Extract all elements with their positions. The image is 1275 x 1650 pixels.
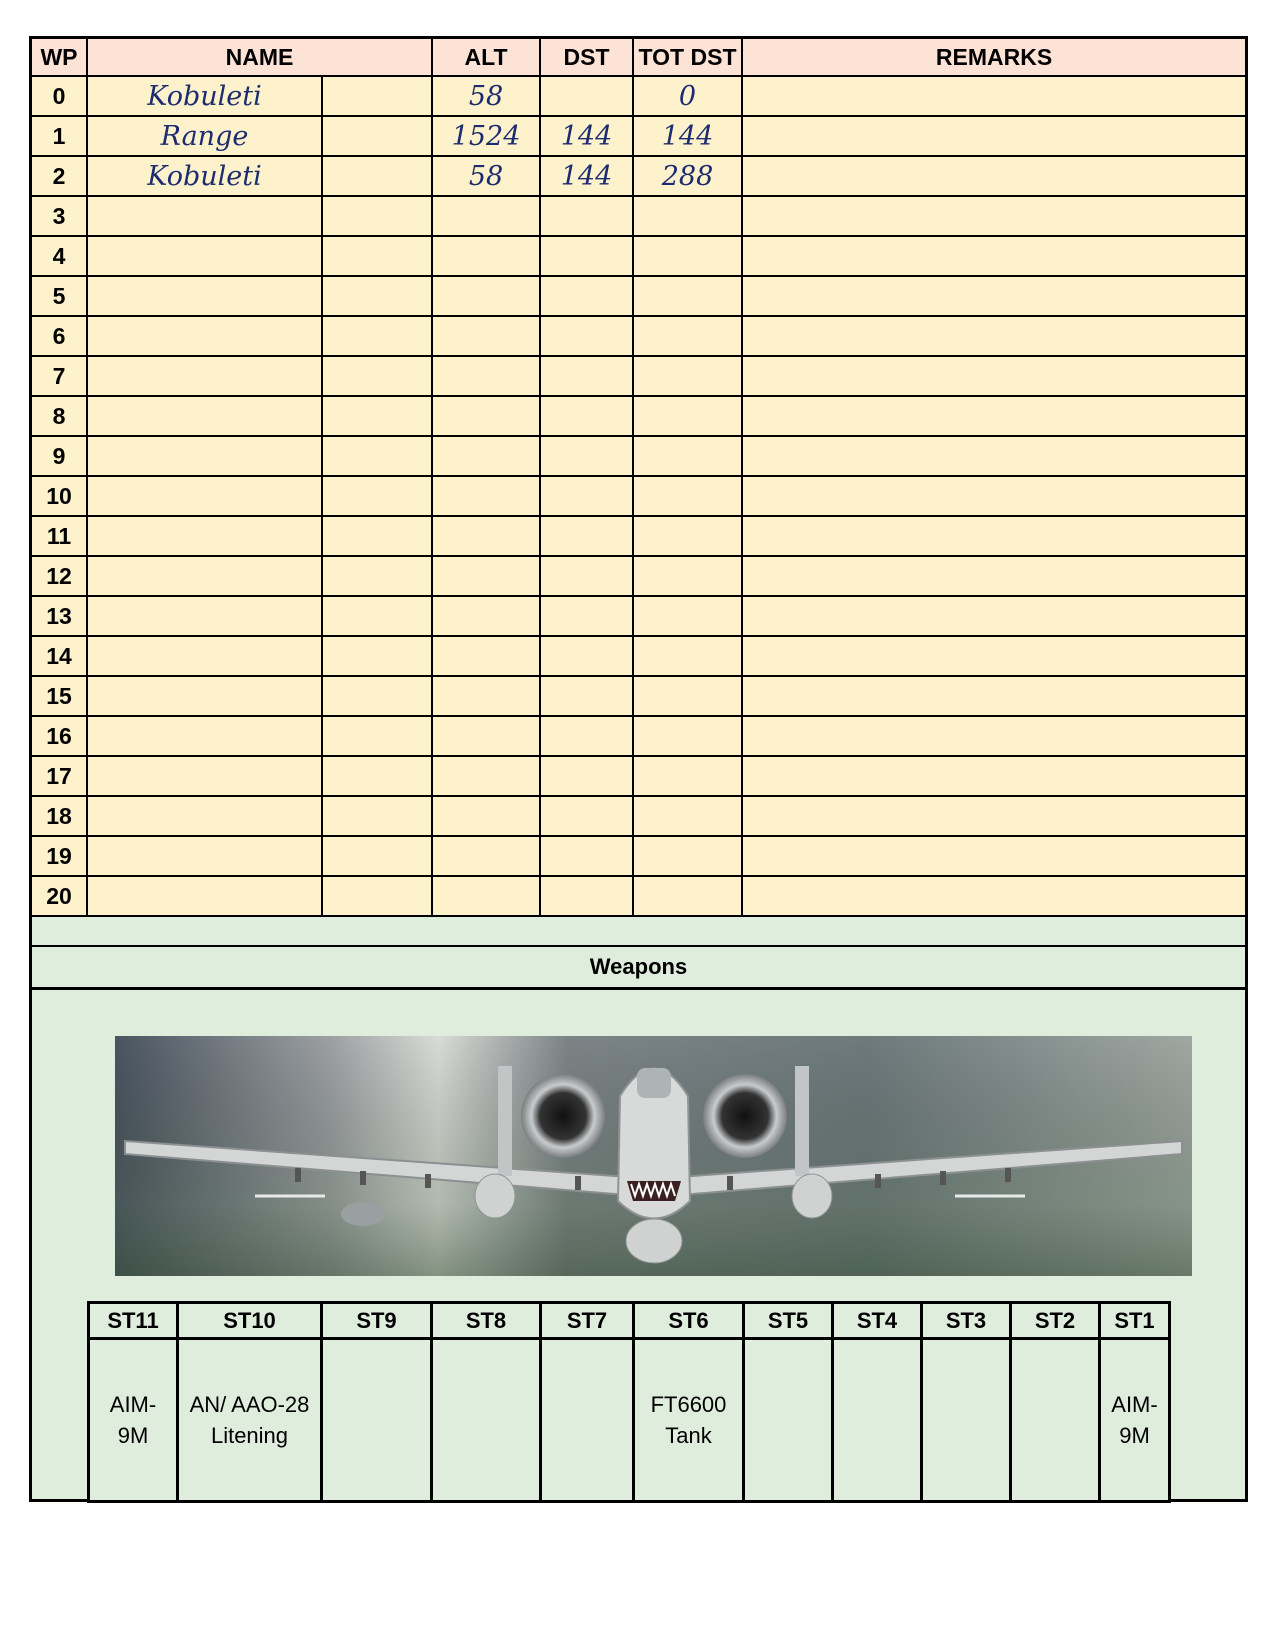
table-row <box>32 156 1245 196</box>
wp-remarks-cell <box>742 116 1245 156</box>
wp-name-extra-cell <box>322 596 432 636</box>
weapon-stations-table <box>87 1301 1171 1503</box>
wp-dst-cell <box>540 76 633 116</box>
wp-name-cell <box>87 636 322 676</box>
wp-alt-cell <box>432 636 540 676</box>
wp-tot-dst-cell <box>633 196 742 236</box>
wp-remarks-cell <box>742 676 1245 716</box>
header-wp: WP <box>32 39 87 76</box>
wp-name-cell <box>87 876 322 916</box>
table-row <box>32 556 1245 596</box>
wp-name-cell <box>87 396 322 436</box>
wp-name-extra-cell <box>322 396 432 436</box>
wp-name-extra-cell <box>322 636 432 676</box>
mission-card <box>29 36 1248 1502</box>
table-row <box>32 756 1245 796</box>
wp-name-cell <box>87 516 322 556</box>
wp-remarks-cell <box>742 796 1245 836</box>
wp-dst-cell <box>540 596 633 636</box>
wp-number-cell: 14 <box>32 636 87 676</box>
wp-alt-cell <box>432 596 540 636</box>
wp-number-cell: 8 <box>32 396 87 436</box>
wp-remarks-cell <box>742 476 1245 516</box>
wp-alt-cell: 58 <box>432 76 540 116</box>
wp-alt-cell <box>432 236 540 276</box>
wp-name-extra-cell <box>322 156 432 196</box>
header-dst: DST <box>540 39 633 76</box>
wp-name-cell: Kobuleti <box>87 156 322 196</box>
wp-name-cell: Kobuleti <box>87 76 322 116</box>
station-label-st10: ST10 <box>178 1303 322 1339</box>
wp-tot-dst-cell <box>633 316 742 356</box>
wp-tot-dst-cell <box>633 676 742 716</box>
wp-name-cell <box>87 676 322 716</box>
station-label-st1: ST1 <box>1100 1303 1170 1339</box>
wp-number-cell: 6 <box>32 316 87 356</box>
table-row <box>32 836 1245 876</box>
station-load-st11 <box>89 1339 178 1502</box>
wp-alt-cell <box>432 676 540 716</box>
wp-name-cell <box>87 556 322 596</box>
wp-name-extra-cell <box>322 676 432 716</box>
wp-name-extra-cell <box>322 516 432 556</box>
wp-remarks-cell <box>742 356 1245 396</box>
wp-name-extra-cell <box>322 716 432 756</box>
wp-name-extra-cell <box>322 316 432 356</box>
wp-number-cell: 12 <box>32 556 87 596</box>
table-row <box>32 356 1245 396</box>
station-load-st10 <box>178 1339 322 1502</box>
station-load-text: AIM- 9M <box>1111 1392 1158 1448</box>
wp-dst-cell <box>540 236 633 276</box>
wp-dst-cell <box>540 436 633 476</box>
wp-number-cell: 18 <box>32 796 87 836</box>
wp-tot-dst-cell: 144 <box>633 116 742 156</box>
station-load-st2 <box>1011 1339 1100 1502</box>
station-load-st9 <box>322 1339 432 1502</box>
wp-name-cell <box>87 596 322 636</box>
header-name: NAME <box>87 39 432 76</box>
wp-name-extra-cell <box>322 196 432 236</box>
wp-number-cell: 3 <box>32 196 87 236</box>
table-row <box>32 516 1245 556</box>
wp-tot-dst-cell <box>633 396 742 436</box>
wp-number-cell: 0 <box>32 76 87 116</box>
weapons-section-title: Weapons <box>32 945 1245 990</box>
wp-alt-cell <box>432 716 540 756</box>
wp-alt-cell <box>432 316 540 356</box>
waypoint-table-header <box>32 39 1245 76</box>
station-label-st11: ST11 <box>89 1303 178 1339</box>
wp-name-cell <box>87 436 322 476</box>
wp-tot-dst-cell <box>633 236 742 276</box>
wp-number-cell: 20 <box>32 876 87 916</box>
wp-remarks-cell <box>742 436 1245 476</box>
header-remarks: REMARKS <box>742 39 1245 76</box>
wp-tot-dst-cell: 288 <box>633 156 742 196</box>
wp-dst-cell <box>540 676 633 716</box>
wp-dst-cell <box>540 316 633 356</box>
station-label-st9: ST9 <box>322 1303 432 1339</box>
station-load-st3 <box>922 1339 1011 1502</box>
header-alt: ALT <box>432 39 540 76</box>
wp-remarks-cell <box>742 596 1245 636</box>
wp-number-cell: 17 <box>32 756 87 796</box>
station-load-text: AIM- 9M <box>109 1392 157 1448</box>
waypoint-table <box>32 39 1245 917</box>
wp-name-cell <box>87 276 322 316</box>
wp-name-extra-cell <box>322 476 432 516</box>
wp-alt-cell <box>432 396 540 436</box>
wp-remarks-cell <box>742 276 1245 316</box>
table-row <box>32 436 1245 476</box>
wp-alt-cell <box>432 476 540 516</box>
wp-remarks-cell <box>742 76 1245 116</box>
wp-number-cell: 15 <box>32 676 87 716</box>
wp-name-extra-cell <box>322 436 432 476</box>
wp-name-cell <box>87 756 322 796</box>
wp-remarks-cell <box>742 636 1245 676</box>
wp-dst-cell <box>540 876 633 916</box>
weapon-stations-header <box>89 1303 1170 1339</box>
wp-tot-dst-cell <box>633 756 742 796</box>
table-row <box>32 396 1245 436</box>
wp-remarks-cell <box>742 196 1245 236</box>
wp-name-cell <box>87 716 322 756</box>
wp-remarks-cell <box>742 236 1245 276</box>
wp-remarks-cell <box>742 836 1245 876</box>
wp-remarks-cell <box>742 876 1245 916</box>
station-load-st1 <box>1100 1339 1170 1502</box>
wp-dst-cell <box>540 196 633 236</box>
table-row <box>32 276 1245 316</box>
station-label-st7: ST7 <box>541 1303 634 1339</box>
wp-alt-cell <box>432 436 540 476</box>
table-row <box>32 316 1245 356</box>
wp-alt-cell <box>432 276 540 316</box>
wp-dst-cell <box>540 756 633 796</box>
wp-dst-cell <box>540 396 633 436</box>
table-row <box>32 636 1245 676</box>
table-row <box>32 796 1245 836</box>
wp-alt-cell: 1524 <box>432 116 540 156</box>
wp-name-extra-cell <box>322 276 432 316</box>
wp-dst-cell <box>540 476 633 516</box>
station-load-st4 <box>833 1339 922 1502</box>
wp-dst-cell <box>540 716 633 756</box>
station-label-st5: ST5 <box>744 1303 833 1339</box>
wp-alt-cell <box>432 556 540 596</box>
wp-tot-dst-cell <box>633 436 742 476</box>
wp-dst-cell <box>540 836 633 876</box>
header-tot-dst: TOT DST <box>633 39 742 76</box>
station-load-st8 <box>432 1339 541 1502</box>
wp-tot-dst-cell <box>633 836 742 876</box>
station-label-st8: ST8 <box>432 1303 541 1339</box>
table-row <box>32 596 1245 636</box>
wp-name-extra-cell <box>322 356 432 396</box>
station-label-st4: ST4 <box>833 1303 922 1339</box>
table-row <box>32 116 1245 156</box>
wp-alt-cell <box>432 516 540 556</box>
wp-name-extra-cell <box>322 796 432 836</box>
table-row <box>32 196 1245 236</box>
wp-name-extra-cell <box>322 556 432 596</box>
wp-number-cell: 7 <box>32 356 87 396</box>
wp-tot-dst-cell <box>633 276 742 316</box>
wp-tot-dst-cell <box>633 596 742 636</box>
wp-remarks-cell <box>742 556 1245 596</box>
table-row <box>32 476 1245 516</box>
wp-dst-cell <box>540 556 633 596</box>
station-load-st5 <box>744 1339 833 1502</box>
wp-alt-cell: 58 <box>432 156 540 196</box>
wp-number-cell: 10 <box>32 476 87 516</box>
wp-dst-cell: 144 <box>540 116 633 156</box>
wp-name-cell <box>87 836 322 876</box>
wp-number-cell: 19 <box>32 836 87 876</box>
wp-dst-cell <box>540 636 633 676</box>
station-load-st7 <box>541 1339 634 1502</box>
table-row <box>32 876 1245 916</box>
wp-alt-cell <box>432 196 540 236</box>
wp-tot-dst-cell <box>633 356 742 396</box>
wp-tot-dst-cell <box>633 476 742 516</box>
wp-name-extra-cell <box>322 876 432 916</box>
wp-remarks-cell <box>742 516 1245 556</box>
wp-remarks-cell <box>742 156 1245 196</box>
station-label-st6: ST6 <box>634 1303 744 1339</box>
wp-tot-dst-cell <box>633 876 742 916</box>
wp-name-cell <box>87 316 322 356</box>
wp-tot-dst-cell <box>633 796 742 836</box>
wp-name-extra-cell <box>322 76 432 116</box>
wp-name-cell <box>87 476 322 516</box>
wp-name-extra-cell <box>322 836 432 876</box>
wp-dst-cell <box>540 276 633 316</box>
wp-name-cell <box>87 796 322 836</box>
wp-tot-dst-cell <box>633 556 742 596</box>
weapon-stations-loads <box>89 1339 1170 1502</box>
station-label-st2: ST2 <box>1011 1303 1100 1339</box>
wp-alt-cell <box>432 876 540 916</box>
wp-remarks-cell <box>742 756 1245 796</box>
table-row <box>32 236 1245 276</box>
station-label-st3: ST3 <box>922 1303 1011 1339</box>
wp-name-extra-cell <box>322 236 432 276</box>
wp-dst-cell <box>540 516 633 556</box>
table-row <box>32 716 1245 756</box>
wp-tot-dst-cell <box>633 716 742 756</box>
wp-dst-cell: 144 <box>540 156 633 196</box>
wp-number-cell: 2 <box>32 156 87 196</box>
wp-tot-dst-cell <box>633 636 742 676</box>
wp-number-cell: 1 <box>32 116 87 156</box>
wp-name-extra-cell <box>322 116 432 156</box>
wp-alt-cell <box>432 836 540 876</box>
wp-name-cell <box>87 236 322 276</box>
wp-tot-dst-cell <box>633 516 742 556</box>
wp-tot-dst-cell: 0 <box>633 76 742 116</box>
wp-name-cell <box>87 356 322 396</box>
wp-number-cell: 4 <box>32 236 87 276</box>
wp-number-cell: 13 <box>32 596 87 636</box>
station-load-text: AN/ AAO-28 Litening <box>189 1392 310 1448</box>
wp-name-cell <box>87 196 322 236</box>
wp-name-cell: Range <box>87 116 322 156</box>
a10-aircraft-image <box>115 1036 1192 1276</box>
wp-dst-cell <box>540 796 633 836</box>
wp-number-cell: 9 <box>32 436 87 476</box>
wp-remarks-cell <box>742 316 1245 356</box>
wp-number-cell: 11 <box>32 516 87 556</box>
wp-dst-cell <box>540 356 633 396</box>
wp-remarks-cell <box>742 396 1245 436</box>
table-row <box>32 76 1245 116</box>
station-load-st6 <box>634 1339 744 1502</box>
wp-remarks-cell <box>742 716 1245 756</box>
wp-alt-cell <box>432 756 540 796</box>
wp-name-extra-cell <box>322 756 432 796</box>
wp-number-cell: 16 <box>32 716 87 756</box>
wp-alt-cell <box>432 356 540 396</box>
table-row <box>32 676 1245 716</box>
wp-alt-cell <box>432 796 540 836</box>
wp-number-cell: 5 <box>32 276 87 316</box>
station-load-text: FT6600 Tank <box>650 1392 727 1448</box>
